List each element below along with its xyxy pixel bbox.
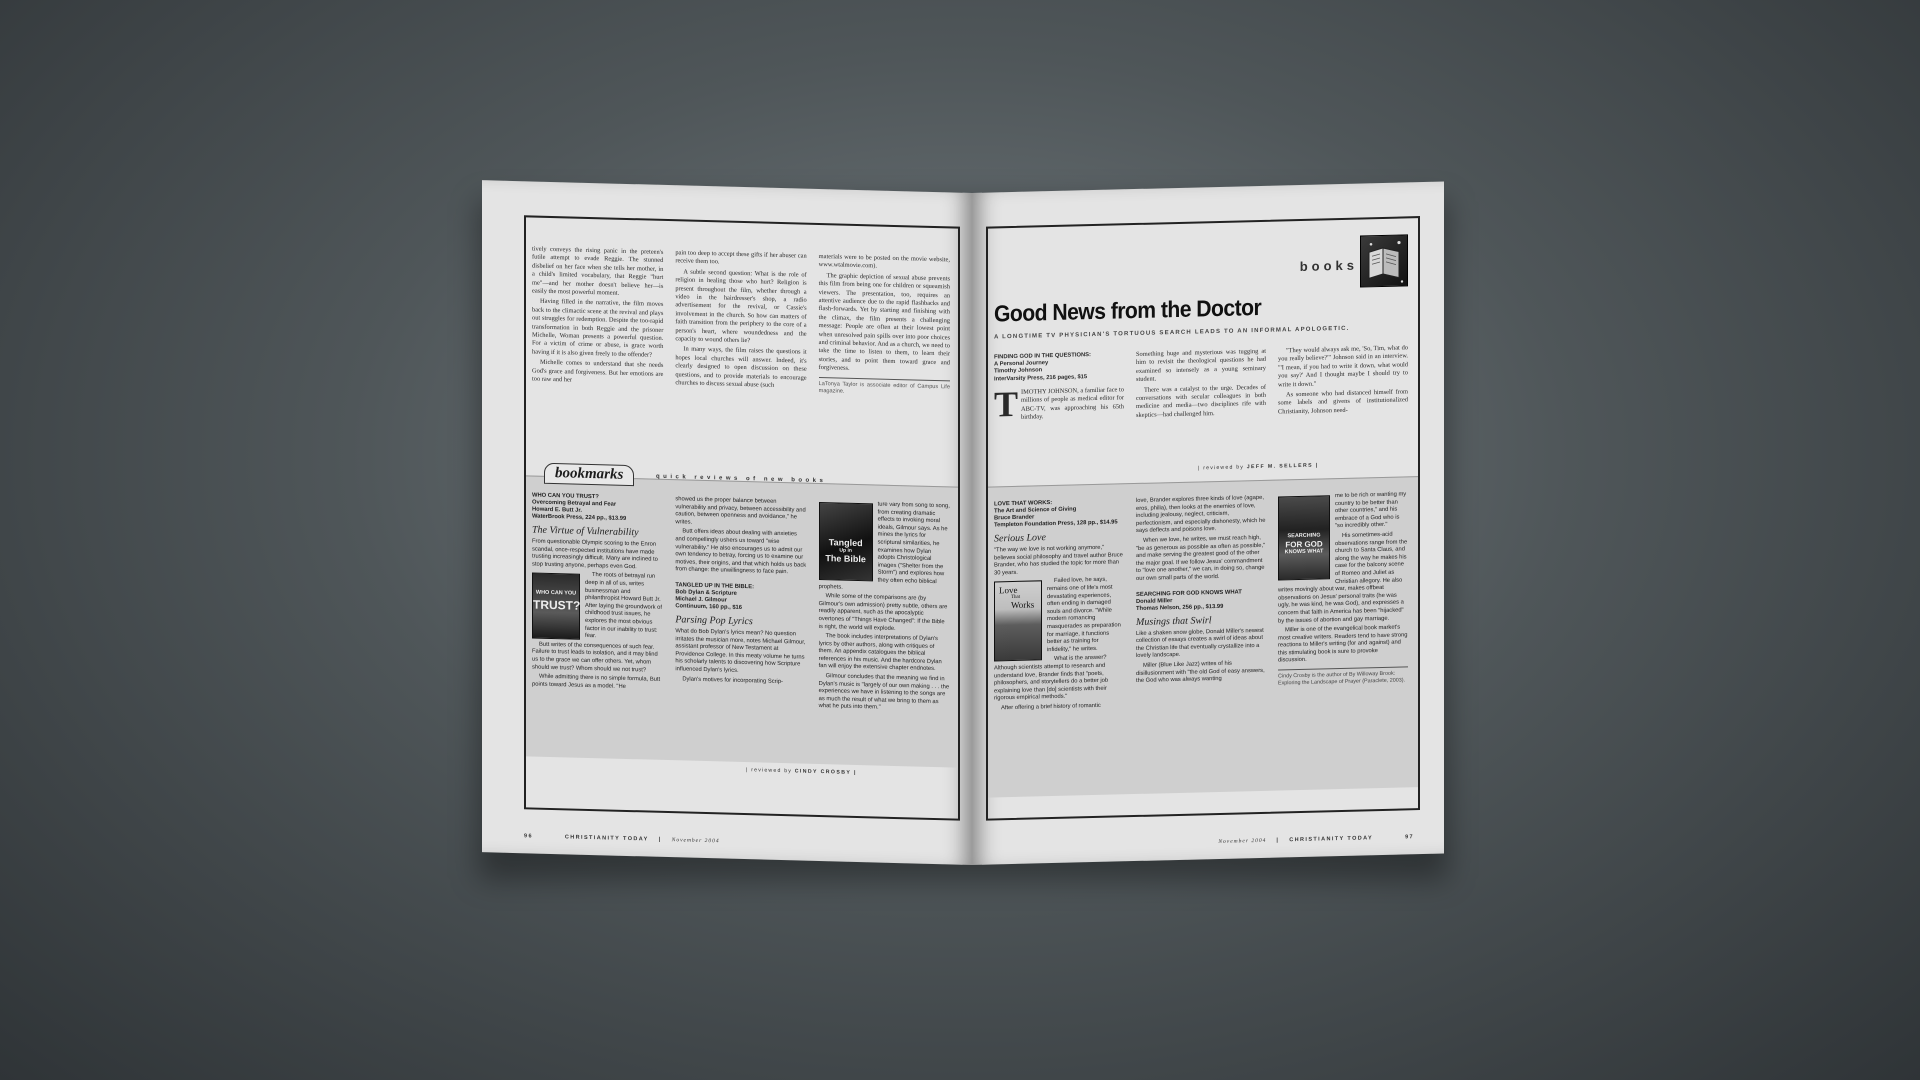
left-page-footer xyxy=(524,833,720,844)
review-paragraph: Butt offers ideas about dealing with anxieties and compellingly ushers us toward "wise vulnerability." He also encourages us to admit our own tendency to betray, forcing us to examine our motives, their origins, and that which holds us back from change: the unwillingness to face pain. xyxy=(675,528,807,576)
bookmarks-tab: bookmarks xyxy=(544,463,634,486)
review-paragraph: Like a shaken snow globe, Donald Miller's newest collection of essays creates a swirl of ideas about the Christian life that eventually crystallize into a lovely landscape. xyxy=(1136,627,1264,660)
review-paragraph: The book includes interpretations of Dylan's lyrics by other authors, along with critiques of them. An appendix catalogues the biblical references in his music. And the hardcore Dylan fan will enjoy the extensive chapter endnotes. xyxy=(818,633,942,673)
article-paragraph: tively conveys the rising panic in the preteen's futile attempt to evade Reggie. The stunned disbelief on her face when she tells her mother, in a child's limited vocabulary, that Reggie "hurt me"—and her mother doesn't believe her—is easily the most powerful moment. xyxy=(532,245,664,297)
feature-paragraph: T IMOTHY JOHNSON, a familiar face to millions of people as medical editor for ABC-TV, was approaching his 65th birthday. xyxy=(994,383,1124,425)
feature-column-3 xyxy=(1278,344,1408,469)
book-cover-searching-for-god-knows-what: SEARCHING FOR GOD KNOWS WHAT xyxy=(1278,495,1330,580)
review-paragraph: After offering a brief history of romantic xyxy=(1001,702,1101,712)
article-paragraph: The graphic depiction of sexual abuse prevents this film from being one for children or squeamish viewers. The presentation, too, requires an attentive audience due to the rapid flashbacks and flash-forwards. Yet by starting and finishing with the climax, the film presents a challenging message: People are often at their lowest point when unresolved pain spills over into poor choices and criminal behavior. And as a church, we need to take the time to listen to them, to learn their stories, and to point them toward grace and forgiveness. xyxy=(818,272,950,373)
review-paragraph: What is the answer? Although scientists attempt to research and understand love, Brander finds that "poets, philosophers, and storytellers do a better job explaining love than [do] scientists with their rigorous empirical methods." xyxy=(994,655,1109,702)
magazine-name: CHRISTIANITY TODAY xyxy=(1289,835,1374,844)
book-info: FINDING GOD IN THE QUESTIONS: A Personal Journey Timothy Johnson InterVarsity Press, 216 pages, $15 xyxy=(994,352,1091,383)
review-heading: Serious Love xyxy=(994,532,1046,545)
review-column-1 xyxy=(532,492,663,753)
review-paragraph: love, Brander explores three kinds of love (agape, eros, philia), then looks at the enemies of love, including jealousy, neglect, criticism, perfectionism, and especially dishonesty, which he says deflects and poisons love. xyxy=(1136,494,1266,535)
book-cover-love-that-works: Love That Works xyxy=(994,581,1042,662)
feature-paragraph: As someone who had distanced himself from some labels and givens of institutionalized Christianity, Johnson need- xyxy=(1278,388,1408,416)
book-info: SEARCHING FOR GOD KNOWS WHAT Donald Miller Thomas Nelson, 256 pp., $13.99 xyxy=(1136,588,1242,612)
reviews-band xyxy=(988,476,1418,798)
book-cover-who-can-you-trust: WHO CAN YOU TRUST? xyxy=(532,573,580,640)
article-author-note: LaTonya Taylor is associate editor of Campus Life magazine. xyxy=(819,377,950,398)
article-paragraph: Michelle comes to understand that she needs God's grace and forgiveness. But her emotions are too raw and her xyxy=(532,358,664,384)
review-paragraph: While admitting there is no simple formula, Butt points toward Jesus as a model. "He xyxy=(532,673,661,690)
right-page-frame xyxy=(986,216,1420,821)
review-paragraph: Failed love, he says, remains one of life's most devastating experiences, often ending in damaged souls and divorce. "While modern romancing masquerades as preparation for marriage, it functions better as training for infidelity," he writes. xyxy=(1047,577,1121,653)
review-column-2 xyxy=(1136,495,1266,788)
review-column-3 xyxy=(819,500,950,761)
book-info: LOVE THAT WORKS: The Art and Science of Giving Bruce Brander Templeton Foundation Press, 128 pp., $14.95 xyxy=(994,500,1118,529)
book-info: TANGLED UP IN THE BIBLE: Bob Dylan & Scripture Michael J. Gilmour Continuum, 160 pp., $16 xyxy=(675,582,755,611)
footer-separator: | xyxy=(658,836,662,843)
review-paragraph: From questionable Olympic scoring to the Enron scandal, once-respected institutions have made trusting increasingly difficult. Many are inclined to stop trusting anyone, perhaps even God. xyxy=(532,538,658,571)
review-column-1 xyxy=(994,498,1124,791)
reviewer-author-note: Cindy Crosby is the author of By Willoway Brook: Exploring the Landscape of Prayer (Paraclete, 2003). xyxy=(1278,666,1408,687)
review-column-2 xyxy=(675,496,806,757)
review-paragraph: When we love, he writes, we must reach high, "be as generous as possible as often as possible," and make serving the greatest good of the other the major goal. If we follow Jesus' commandment to "love one another," we can, in doing so, change our own small parts of the world. xyxy=(1136,534,1266,582)
review-paragraph: Butt writes of the consequences of such fear. Failure to trust leads to isolation, and it may blind us to the grace we can offer others. Yet, whom should we trust? Whom should we not trust? xyxy=(532,641,658,673)
article-column-2 xyxy=(675,249,806,412)
headline: Good News from the Doctor xyxy=(994,293,1262,327)
review-paragraph: showed us the proper balance between vulnerability and privacy, between accessibility and caution, between openness and avoidance," he writes. xyxy=(675,496,806,526)
bookmarks-reviews xyxy=(532,492,950,761)
article-paragraph: pain too deep to accept these gifts if her abuser can receive them too. xyxy=(675,249,807,266)
bookmarks-subtitle: quick reviews of new books xyxy=(656,473,827,485)
deck: A LONGTIME TV PHYSICIAN'S TORTUOUS SEARCH LEADS TO AN INFORMAL APOLOGETIC. xyxy=(994,325,1350,341)
book-cover-tangled-up-in-the-bible: Tangled Up in The Bible xyxy=(819,502,873,581)
issue-date: November 2004 xyxy=(671,837,720,845)
article-continuation xyxy=(532,245,950,416)
review-heading: The Virtue of Vulnerability xyxy=(532,524,639,539)
article-paragraph: materials were to be posted on the movie website, www.wtalmovie.com). xyxy=(818,252,950,270)
review-paragraph: "The way we love is not working anymore," believes social philosophy and travel author Bruce Brander, who has studied the topic for more than 30 years. xyxy=(994,544,1123,577)
article-column-1 xyxy=(532,245,663,408)
drop-cap: T xyxy=(994,383,1019,425)
feature-credit: | reviewed by JEFF M. SELLERS | xyxy=(1198,462,1319,472)
review-paragraph: ture vary from song to song, from creating dramatic effects to invoking moral ideals, Gilmour says. As he mines the lyrics for scriptural similarities, he examines how Dylan adopts Christological images ("Shelter from the Storm") and explores how they often echo biblical prophets. xyxy=(818,501,950,591)
review-heading: Musings that Swirl xyxy=(1136,614,1212,628)
page-number: 96 xyxy=(524,833,533,840)
review-paragraph: Dylan's motives for incorporating Scrip- xyxy=(682,675,783,685)
review-paragraph: His sometimes-acid observations range from the church to Santa Claus, and along the way he makes his case for the balcony scene of Romeo and Juliet as Christian allegory. He also writes movingly about war, makes offbeat observations on Jesus' personal traits (he was ugly, he was kind, he was God), and expresses a concern that faith in America has been "hijacked" by the issues of abortion and gay marriage. xyxy=(1278,531,1408,625)
article-column-3 xyxy=(819,253,950,416)
review-paragraph: What do Bob Dylan's lyrics mean? No question irritates the musician more, notes Michael Gilmour, assistant professor of New Testament at Providence College. In this meaty volume he turns his scholarly talents to discovering how Scripture influenced Dylan's lyrics. xyxy=(675,628,806,674)
review-paragraph: While some of the comparisons are (by Gilmour's own admission) pretty subtle, others are readily apparent, such as the apocalyptic overtones of "Things Have Changed": If the Bible is right, the world will explode. xyxy=(818,593,948,632)
feature-article xyxy=(994,344,1408,476)
issue-date: November 2004 xyxy=(1218,837,1267,845)
feature-column-1 xyxy=(994,351,1124,476)
article-paragraph: In many ways, the film raises the questions it hopes local churches will answer. Indeed, it's clearly designed to open discussion on these questions, and to provide materials to encourage churches to discuss sexual abuse (such xyxy=(675,345,807,389)
feature-paragraph: Something huge and mysterious was tugging at him to revisit the theological questions he had examined so intensely as a young seminary student. xyxy=(1136,347,1266,384)
review-heading: Parsing Pop Lyrics xyxy=(675,614,753,628)
footer-separator: | xyxy=(1276,837,1280,844)
review-paragraph: Miller (Blue Like Jazz) writes of his disillusionment with "the old God of easy answers, the God who was always wanting xyxy=(1136,660,1265,685)
article-paragraph: A subtle second question: What is the role of religion in healing those who hurt? Religion is present throughout the film, whether through a video in the hairdresser's shop, a radio advertisement for the revival, or Cassie's involvement in the church. So how can matters of faith transition from the periphery to the core of a person's heart, where woundedness and the capacity to wound others lie? xyxy=(675,268,807,345)
book-icon xyxy=(1360,234,1408,287)
left-page-frame xyxy=(524,215,960,820)
right-reviews xyxy=(994,491,1408,791)
book-info: WHO CAN YOU TRUST? Overcoming Betrayal and Fear Howard E. Butt Jr. WaterBrook Press, 224 pp., $13.99 xyxy=(532,492,627,522)
section-label: books xyxy=(1299,257,1358,274)
feature-column-2 xyxy=(1136,348,1266,473)
left-page xyxy=(482,180,972,865)
review-paragraph: Miller is one of the evangelical book market's most creative writers. Readers tend to have strong reactions to Miller's writing (for and against) and this stimulating book is sure to provoke discussion. xyxy=(1278,624,1408,664)
review-paragraph: me to be rich or wanting my country to be better than other countries," and his embrace of a God who is "so incredibly other." xyxy=(1335,491,1407,530)
bookmarks-band xyxy=(526,465,958,767)
review-paragraph: Gilmour concludes that the meaning we find in Dylan's music is "largely of our own making . . . the experiences we have in listening to the songs are as much the result of what we bring to them as what he puts into them." xyxy=(818,673,950,712)
review-column-3 xyxy=(1278,491,1408,784)
review-paragraph: The roots of betrayal run deep in all of us, writes businessman and philanthropist Howard Butt Jr. After laying the groundwork of childhood trust issues, he explores the most obvious factor in our inability to trust: fear. xyxy=(585,572,663,640)
right-page xyxy=(972,181,1444,865)
magazine-name: CHRISTIANITY TODAY xyxy=(564,834,649,843)
right-page-footer xyxy=(1218,834,1414,845)
page-number: 97 xyxy=(1405,834,1414,841)
feature-paragraph: There was a catalyst to the urge. Decades of conversations with secular colleagues in both medicine and media—two disciplines rife with skeptics—had challenged him. xyxy=(1136,383,1266,419)
review-credit: | reviewed by CINDY CROSBY | xyxy=(746,767,857,776)
feature-paragraph: "They would always ask me, 'So, Tim, what do you really believe?'" Johnson said in an interview. "'I mean, if you had to write it down, what would you say?' And I thought maybe I should try to write it down." xyxy=(1278,344,1408,389)
article-paragraph: Having filled in the narrative, the film moves back to the climactic scene at the revival and plays out struggles for redemption. Despite the too-rapid transformation in both Reggie and the prisoner Michelle, Woman presents a powerful question. For a victim of crime or abuse, is grace worth having if it is also given freely to the offender? xyxy=(532,298,664,359)
